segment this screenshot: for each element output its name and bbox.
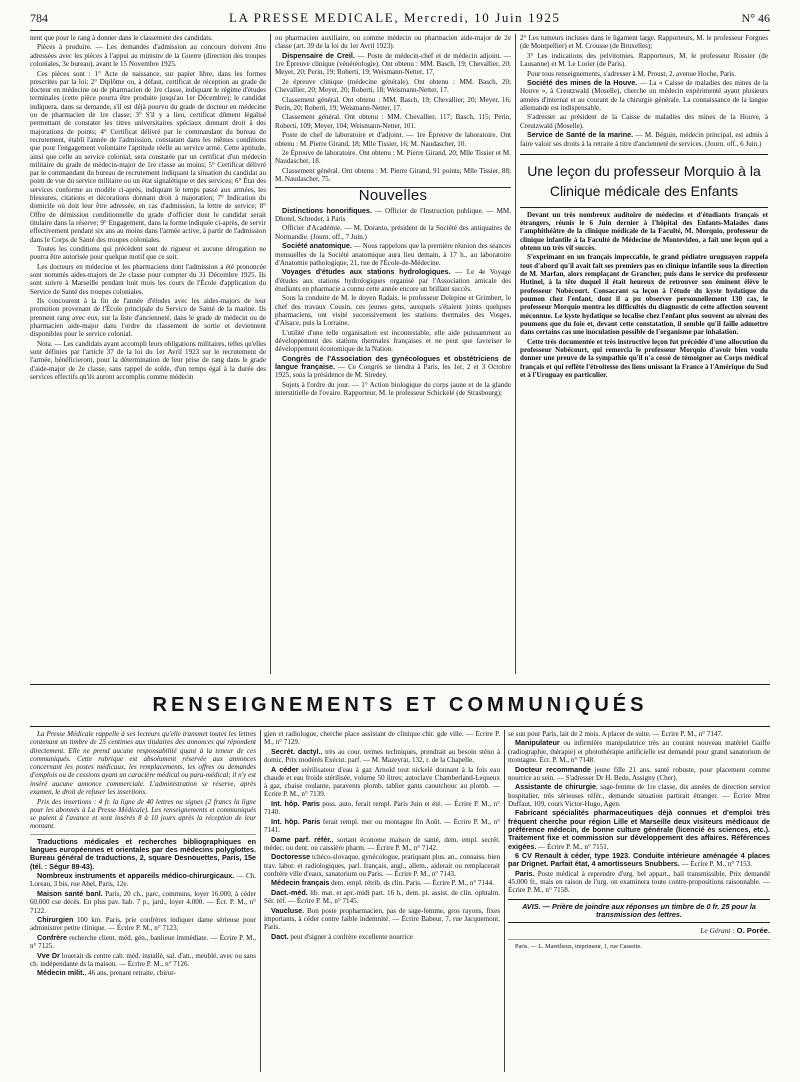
ad-text: Bon poste propharmacien, pas de sage-femme, gros rayons, fixes importants, à céder contre faible indemnité. — Écrire Babeur, 7, rue Jacquemont, Paris. [264,906,500,932]
ad-title: Docteur recommande [515,764,591,774]
item-title: Société des mines de la Houve. [527,78,638,88]
item-title: Distinctions honorifiques. [282,205,372,215]
paragraph: Sous la conduite de M. le doyen Radais, le professeur Delepine et Grimbert, le chef des travaux Cousin, ces jeunes gens, auxquels s'étaient joints quelques pharmaciens, ont visité successivement les stations thermales des Vosges, d'Alsace, puis la Lorraine. [275,294,511,328]
item-text: — M. Béguin, médecin principal, est admis à faire valoir ses droits à la retraite à titre d'ancienneté de services. (Journ. off., 6 Juin.) [520,131,768,148]
paragraph: Pièces à produire. — Les demandes d'admission au concours doivent être adressées avec les pièces à l'appui au ministre de la Guerre (direction des troupes coloniales, 3e bureau), avant le 15 Novembre 1925. [30,43,266,69]
paragraph: Sujets à l'ordre du jour. — 1° Action biologique du corps jaune et de la glande interstitielle de l'ovaire. Rapporteur, M. le professeur Schickelé (de Strasbourg); [275,380,511,398]
paragraph: Nota. — Les candidats ayant accompli leurs obligations militaires, telles qu'elles sont définies par l'article 37 de la loi du 1er Avril 1923 sur le recrutement de l'armée, bénéficieront, pour la détermination de leur prise de rang dans le grade d'aide-major de 2e classe, sans rappel de solde, d'un temps égal à la durée des services effectifs qu'ils auront accomplis comme médecin [30,339,266,381]
paragraph: Ils concourent à la fin de l'année d'études avec les aides-majors de leur promotion provenant de l'École principale du Service de Santé de la marine. Ils prennent rang avec eux, sur la liste d'ancienneté, dans le grade de médecin ou de pharmacien aide-major dans l'ordre du classement de sortie et deviennent disponibles pour le service colonial. [30,297,266,339]
paragraph: Ces pièces sont : 1° Acte de naissance, sur papier libre, dans les formes prescrites par la loi; 2° Diplôme ou, à défaut, certificat de réception au grade de docteur en médecine ou de pharmacien de 1re classe, indiquant le régime d'études terminales (cette pièce pourra être produite jusqu'au 1er Décembre); le candidat indiquera, dans sa demande, s'il est déjà pourvu du grade de docteur en médecine ou de pharmacien de 1re classe; 3° S'il y a lieu, certificat dûment légalisé permettant de constater les titres universitaires spéciaux donnant droit à des majorations de points; 4° Certificat délivré par le commandant du bureau de recrutement, établi l'année de l'admission, constatant dans les mêmes conditions que pour l'engagement volontaire l'aptitude réelle au service armé. Cette aptitude, ainsi que celle au service colonial, sera constatée par un certificat d'un médecin militaire du grade de médecin-major de 1re classe au moins; 5° Certificat délivré par le commandant du bureau de recrutement indiquant la situation du candidat au point de vue du service militaire ou un état signalétique et des services; 6° État des services conforme au modèle ci-après, indiquant le temps passé aux armées, les blessures, citations et décorations donnant droit à majoration; 7° Indication du domicile où doit leur être adressée, en cas d'admission, la lettre de service; 8° Offre de démission conditionnelle du grade d'officier dont le candidat serait titulaire dans la réserve; 9° Engagement, dans la forme indiquée ci-après, de servir effectivement pendant six ans au moins dans l'armée active, à partir de l'admission dans le Corps de Santé des troupes coloniales. [30,69,266,244]
ads-intro: La Presse Médicale rappelle à ses lecteurs qu'elle transmet toutes les lettres contenant un timbre de 25 centimes aux titulaires des annonces qui répondent directement. Elle ne prend aucune responsabilité quant à la teneur de ces communiqués. Cette rubrique est absolument réservée aux annonces concernant les postes médicaux, les remplacements, les offres ou demandes d'emplois ou de cessions ayant un caractère médical ou para-médical; il n'y est inséré aucune annonce commerciale. L'administration se réserve, après examen, le droit de refuser les insertions. [30,730,256,797]
paragraph: nent que pour le rang à donner dans le classement des candidats. [30,34,213,42]
ad-title: Dame parf. référ. [271,834,332,844]
section-title-nouvelles: Nouvelles [275,187,511,200]
ad-text: dem. empl. rétrib. ds clin. Paris. — Écrire P. M., n° 7144. [329,879,494,888]
item-text: — Nous rappelons que la première réunion des séances mensuelles de la Société anatomique aura lieu demain, à 17 h., au laboratoire d'Anatomie pathologique, 21, rue de l'École-de-Médecine. [275,242,511,267]
ads-column-1 [30,730,256,1072]
ad-text: jeune fille 21 ans, santé robuste, pour placement comme nourrice au sein. — S'adresser Dr H. Bedu, Assigny (Cher). [508,765,770,782]
item-text: — Le 4e Voyage d'études aux stations hydrologiques organisé par l'Association amicale des étudiants en pharmacie a connu cette année encore un brillant succès. [275,268,511,293]
ad-title: Vaucluse. [271,905,305,915]
ad-title: A céder [271,764,299,774]
page-number: 784 [30,10,48,25]
ad-text: Poste médical à reprendre d'urg. bel appart., bail transmissible. Prix demandé 45.000 fr., mais en raison de l'urg. on examinera toute contre-propositions raisonnable. — Écrire P. M., n° 7158. [508,869,770,895]
column-divider [260,730,261,1072]
paragraph: Toutes les conditions qui précèdent sont de rigueur et aucune dérogation ne pourra être autorisée pour quelque motif que ce soit. [30,244,266,262]
section-divider [30,684,770,685]
ad-title: Manipulateur [515,738,560,748]
page-header [30,6,770,31]
ad-text: recherche client. méd. gén., banlieue immédiate. — Écrire P. M., n° 7125. [30,933,256,951]
column-divider [270,34,271,674]
item-text: — Officier de l'Instruction publique. — MM. Dhotel, Schreder, à Paris [275,206,511,223]
paragraph: Officier d'Académie. — M. Doranto, président de la Société des antiquaires de Normandie. (Journ. off., 7 Juin.) [275,224,511,241]
issue-number: N° 46 [741,10,770,25]
paragraph: Poste de chef de laboratoire et d'adjoint. — 1re Épreuve de laboratoire. Ont obtenu : M. Pierre Girand, 18; Mlle Tissier, 16; M. Naudascher, 10. [275,131,511,148]
ad-title: Int. hôp. Paris [271,816,321,826]
ad-text: gien et radiologue, cherche place assistant de clinique chir. gde ville. — Écrire P. M., n° 7129. [264,730,500,747]
item-title: Société anatomique. [282,241,352,251]
ad-title: Confrère [37,932,67,942]
paragraph: Les docteurs en médecine et les pharmaciens dont l'admission a été prononcée sont nommés aides-majors de 2e classe pour compter du 31 Décembre 1925. Ils sont suivre à Marseille pendant huit mois les cours de l'École d'application du Service de Santé des troupes coloniales. [30,262,266,296]
column-2 [275,34,511,674]
paragraph: 2e épreuve clinique (médecine générale). Ont obtenu : MM. Basch, 20; Chevallier, 20; Meyer, 20; Roberti, 18; Weismann-Netter, 17. [275,77,511,95]
paragraph: S'adresser au président de la Caisse de maladies des mines de la Houve, à Creutzwald (Moselle). [520,113,768,130]
ad-text: lib. mat. et apr.-midi part. 16 h., dem. pl. assist. de clin. ophtalm. Sér. réf. — Écrire P. M., n° 7145. [264,888,500,906]
item-title: Congrès de l'Association des gynécologues et obstétriciens de langue française. [275,353,511,372]
ad-text: 100 km. Paris, prie confrères indiquer dame sérieuse pour administrer petite clinique. — Écrire P. M., n° 7123. [30,915,256,933]
ad-text: Paris, 20 ch., parc, communs, loyer 16.000, à céder 60.000 cse décès. En plus pav. hab. 7 p., jard., loyer 4.000. — Écr. P. M., n° 7122. [30,889,256,915]
ad-text: louerait ds centre cab. méd. installé, sal. d'att., meublé, avec ou sans ch. indépendante ds la maison. — Écrire P. M., n° 7126. [30,951,256,968]
ad-text: peut d'signer à confrère excellente nourrice [288,932,413,941]
ad-text: poss. auto, ferait rempl. Paris Juin et été. — Écrire P. M., n° 7140. [264,799,500,817]
ad-title: Maison santé banl. [37,888,103,898]
section-title-renseignements: RENSEIGNEMENTS ET COMMUNIQUÉS [152,694,648,716]
paragraph: Classement général. Ont obtenu : M. Pierre Girand, 91 points; Mlle Tissier, 88; M. Naudascher, 75. [275,166,511,184]
ad-title: Doctoresse [271,852,311,862]
ads-column-2 [264,730,500,1072]
paragraph: Classement général. Ont obtenu : MM. Basch, 19; Chevallier, 20; Meyer, 16; Perin, 20; Roberti, 19; Weismann-Netter, 17. [275,95,511,112]
article-title-lecon: Une leçon du professeur Morquio à la Clinique médicale des Enfants [520,154,768,201]
paragraph: S'exprimant en un français impeccable, le grand pédiatre uruguayen rappela tout d'abord qu'il avait fait ses premiers pas en clinique infantile sous la direction de M. Marfan, alors remplaçant de Grancher, puis dans le service du professeur Hutinel, à la tête duquel il était heureux de retrouver son éminent élève le professeur Nobécourt. Consacrant sa leçon à l'étude du kyste hydatique du poumon chez l'enfant, dont il a pu observer personnellement 130 cas, le professeur Morquio montra les difficultés du diagnostic de cette affection souvent méconnue. Le kyste hydatique se localise chez l'enfant plus souvent au niveau des poumons que du foie et, devant cette constatation, il semble qu'il faille admettre dans certains cas une inoculation possible de l'organisme par inhalation. [520,253,768,337]
divider [520,207,768,208]
item-title: Service de Santé de la marine. [527,130,634,140]
ad-text: — Ch. Loreau, 3 bis, rue Abel, Paris, 12e. [30,872,256,889]
ad-title: 6 CV Renault à céder, type 1923. Conduite intérieure aménagée 4 places par Drignet. Parfait état, 4 amortisseurs Snubbers. [508,851,770,869]
gerant-line [508,927,770,935]
column-3 [520,34,768,674]
ad-text: , 46 ans, prenant retraite, chirur- [84,969,176,978]
item-text: — Poste de médecin-chef et de médecin adjoint. — 1re Épreuve clinique (vénéréologie). Ont obtenu : MM. Basch, 19; Chevallier, 20; Meyer, 20; Perin, 19; Roberti, 19; Weismann-Netter, 17. [275,51,511,77]
ad-title: Traductions médicales et recherches bibliographiques en langues européennes et orientales par des médecins polyglottes. Bureau général de traductions, 2, square Desnouettes, Paris, 15e (tél. : Ségur 89-43). [30,836,256,871]
ad-text: ferait rempl. mer ou montagne fin Août. — Écrire P. M., n° 7141. [264,817,500,835]
ad-title: Médecin milit. [37,968,85,978]
column-divider [515,34,516,674]
ad-title: Assistante de chirurgie [515,782,596,792]
item-title: Dispensaire de Creil. [282,50,355,60]
ad-title: Chirurgien [37,914,74,924]
ad-title: Fabricant spécialités pharmaceutiques déjà connues et d'emploi très fréquent cherche pour région Lille et Marseille deux visiteurs médicaux de préférence médecin, de bonne culture générale (licencié ès sciences, etc.). Traitement fixe et commission sur développement des affaires. Références exigées. [508,808,770,851]
item-title: Voyages d'études aux stations hydrologiques. [282,267,451,277]
ad-title: Dact.-méd. [271,887,308,897]
paragraph: Devant un très nombreux auditoire de médecins et d'étudiants français et étrangers, réunis le 6 Juin dernier à l'hôpital des Enfants-Malades dans l'amphithéâtre de la clinique médicale de la Faculté, M. Morquio, professeur de clinique infantile à la Faculté de Médecine de Montevideo, a fait une leçon qui a obtenu un très vif succès. [520,210,768,252]
imprimerie-line: Paris. — L. Maretheux, imprimeur, 1, rue Cassette. [515,942,642,950]
item-text: — Ce Congrès se tiendra à Paris, les 1er, 2 et 3 Octobre 1925, sous la présidence de M. Siredey. [275,363,511,380]
ad-text: ou infirmière manipulatrice très au courant nouveau matériel Gaiffe (radiographie, thérapie) et photothérapie artificielle est demandé pour grand sanatorium de montagne. Écr. P. M., n° 7148. [508,739,770,765]
paragraph: Pour tous renseignements, s'adresser à M. Proust, 2, avenue Hoche, Paris. [527,69,736,78]
ad-title: Paris. [515,868,535,878]
paragraph: ou pharmacien auxiliaire, ou comme médecin ou pharmacien aide-major de 2e classe (art. 39 de la loi du 1er Avril 1923). [275,34,511,51]
ads-prices: Prix des insertions : 4 fr. la ligne de 40 lettres ou signes (2 francs la ligne pour les abonnés à La Presse Médicale). Les renseignements et communiqués se paient à l'avance et sont insérés 8 à 10 jours après la réception de leur montant. [30,797,256,831]
ad-text: tchéco-slovaque, gynécologue, pratiquant plus. an., connaiss. bien trav. labor. et radiologiques, parl. français, angl., allem., aiderait ou remplacerait confrère ville d'eaux, sanatorium ou Paris. — Écrire P. M., n° 7143. [264,853,500,878]
ad-text: , sortant économe maison de santé, dem. empl. secrét. médec. ou dent. ou caissière pharm. — Écrire P. M., n° 7142. [264,835,500,852]
ad-text: se sun pour Paris, lait de 2 mois. A placer de suite. — Écrire P. M., n° 7147. [508,730,723,738]
avis-notice: AVIS. — Prière de joindre aux réponses un timbre de 0 fr. 25 pour la transmission des lettres. [508,899,770,924]
paragraph: 2° Les tumeurs incluses dans le ligament large. Rapporteurs, M. le professeur Forgues (de Montpellier) et M. Crousse (de Bruxelles); [520,34,768,51]
gerant-label: Le Gérant : [700,926,735,936]
item-text: — La « Caisse de maladies des mines de la Houve », à Creutzwald (Moselle), cherche un médecin expérimenté ayant plusieurs années d'internat et au courant de la chirurgie générale. La connaissance de la langue allemande est indispensable. [520,79,768,112]
column-1 [30,34,266,674]
ad-text: , très au cour. termes techniques, prendrait au besoin sténo à domic. Prix modérés Exécut. parf. — M. Mazeyrat, 132, r. de la Chapelle. [264,747,500,765]
ad-title: Dact. [271,931,289,941]
ad-text: — Écrire P. M., n° 7151. [536,842,609,851]
page-title: LA PRESSE MEDICALE, Mercredi, 10 Juin 1925 [229,10,561,25]
ad-title: Secrét. dactyl. [271,746,321,756]
ads-column-3 [508,730,770,1072]
ad-text: — Écrire P. M., n° 7153. [679,860,752,869]
section-divider [30,726,770,727]
paragraph: L'utilité d'une telle organisation est incontestable, elle aide puissamment au développement des stations thermales françaises et ne peut que favoriser le développement économique de la Nation. [275,328,511,354]
paragraph: 3° Les indications des pelvitomies. Rapporteurs, M. le professeur Rossier (de Lausanne) et M. Le Lorier (de Paris). [520,51,768,69]
ad-text: , sage-femme de 1re classe, dix années de direction service hospitalier, très sérieuses référ., demande situation partirait étranger. — Écrire Mme Duffaut, 109, cours Victor-Hugo, Agen. [508,783,770,808]
ad-title: Médecin français [271,878,330,888]
ad-text: stérilisateur d'eau à gaz Arnold tout nickelé donnant à la fois eau chaude et eau froide stérilisée, volume 50 litres; autoclave Chamberland-Lequeux à gaz, chaise roulante, paravents plomb, tablier gants caoutchouc au plomb. — Écrire P. M., n° 7139. [264,765,500,799]
ad-title: Vve Dr [37,950,60,960]
paragraph: Classement général. Ont obtenu : MM. Chevallier, 117; Basch, 115; Perin, Roberti, 109; Meyer, 104; Weismann-Netter, 101. [275,113,511,130]
gerant-name: O. Porée. [736,926,770,936]
column-divider [504,730,505,1072]
divider [30,834,256,835]
paragraph: 2e Épreuve de laboratoire. Ont obtenu : M. Pierre Girand, 20; Mlle Tissier et M. Naudascher, 18. [275,148,511,166]
ad-title: Int. hôp. Paris [271,798,320,808]
paragraph: Cette très documentée et très instructive leçon fut précédée d'une allocution du professeur Nobécourt, qui remercia le professeur Morquio d'avoir bien voulu donner une preuve de la sympathie qu'il n'a cessé de témoigner au Corps médical français et qui reflète l'étroitesse des liens unissant la France à l'Amérique du Sud et à l'Uruguay en particulier. [520,337,768,379]
divider [508,939,770,940]
ad-title: Nombreux instruments et appareils médico-chirurgicaux. [37,871,235,881]
